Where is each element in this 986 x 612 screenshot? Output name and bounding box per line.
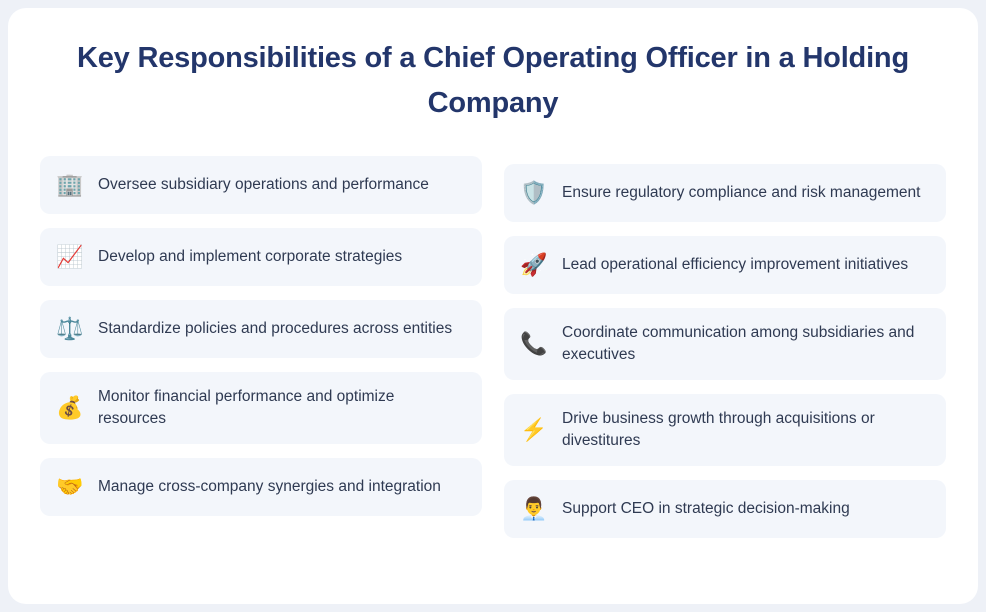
page-title: Key Responsibilities of a Chief Operating Officer in a Holding Company (77, 42, 909, 119)
list-item (40, 372, 482, 444)
right-column (504, 156, 946, 538)
list-item (504, 480, 946, 538)
rocket-icon: 🚀 (520, 251, 548, 277)
list-item (40, 228, 482, 286)
list-item-label: Drive business growth through acquisitions or divestitures (562, 409, 875, 449)
handshake-icon: 🤝 (56, 473, 84, 499)
list-item (40, 300, 482, 358)
list-item (504, 394, 946, 466)
list-item-label: Support CEO in strategic decision-making (562, 499, 850, 517)
infographic-card (8, 8, 978, 604)
chart-increasing-icon: 📈 (56, 243, 84, 269)
list-item-label: Oversee subsidiary operations and performance (98, 175, 429, 193)
shield-icon: 🛡️ (520, 179, 548, 205)
money-bag-icon: 💰 (56, 394, 84, 420)
list-item-label: Lead operational efficiency improvement initiatives (562, 255, 909, 273)
list-item-label: Ensure regulatory compliance and risk management (562, 183, 921, 201)
balance-scale-icon: ⚖️ (56, 315, 84, 341)
list-item (40, 458, 482, 516)
list-item (504, 164, 946, 222)
list-item-label: Monitor financial performance and optimize resources (98, 387, 395, 427)
lightning-bolt-icon: ⚡ (520, 416, 548, 442)
list-item-label: Coordinate communication among subsidiaries and executives (562, 323, 915, 363)
list-item-label: Develop and implement corporate strategies (98, 247, 403, 265)
left-column (40, 156, 482, 538)
office-building-icon: 🏢 (56, 171, 84, 197)
list-item-label: Manage cross-company synergies and integration (98, 477, 441, 495)
list-item-label: Standardize policies and procedures across entities (98, 319, 453, 337)
list-item (504, 236, 946, 294)
businessperson-icon: 👨‍💼 (520, 495, 548, 521)
list-item (40, 156, 482, 214)
responsibilities-columns (8, 126, 978, 538)
list-item (504, 308, 946, 380)
telephone-icon: 📞 (520, 330, 548, 356)
